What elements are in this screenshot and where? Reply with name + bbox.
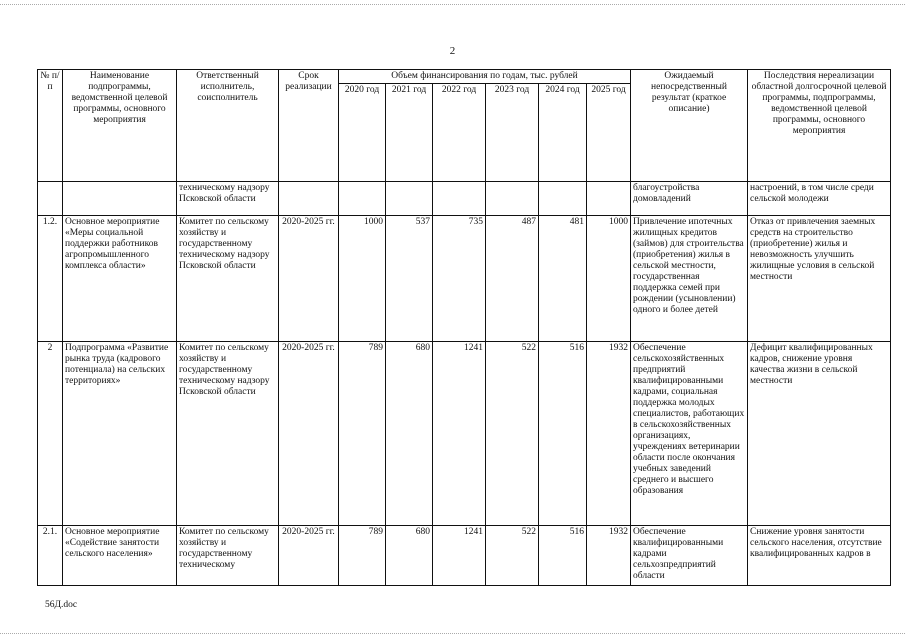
- header-year: 2024 год: [539, 84, 587, 182]
- row-value: 1000: [587, 216, 631, 342]
- row-value: 481: [539, 216, 587, 342]
- row-num: 2.1.: [38, 526, 63, 586]
- header-year: 2020 год: [339, 84, 386, 182]
- row-result: благоустройства домовладений: [631, 182, 748, 216]
- row-value: 537: [386, 216, 433, 342]
- header-year: 2021 год: [386, 84, 433, 182]
- row-result: Обеспечение сельскохозяйственных предприятий квалифицированными кадрами, социальная поддержка молодых специалистов, работающих в сельскохозяйственных организациях, учреждениях ветеринарии области после окончания учебных заведений среднего и высшего образования: [631, 342, 748, 526]
- row-value: 1000: [339, 216, 386, 342]
- row-value: 735: [433, 216, 486, 342]
- row-value: [386, 182, 433, 216]
- header-year: 2025 год: [587, 84, 631, 182]
- header-row: [38, 70, 891, 84]
- row-consequences: настроений, в том числе среди сельской молодежи: [748, 182, 891, 216]
- row-value: 680: [386, 342, 433, 526]
- row-value: 680: [386, 526, 433, 586]
- row-value: [539, 182, 587, 216]
- header-consequences: Последствия нереализации областной долгосрочной целевой программы, подпрограммы, ведомственной целевой программы, основного мероприятия: [748, 70, 891, 182]
- row-value: 516: [539, 342, 587, 526]
- row-value: [587, 182, 631, 216]
- row-executor: Комитет по сельскому хозяйству и государственному техническому: [177, 526, 279, 586]
- row-term: 2020-2025 гг.: [279, 342, 339, 526]
- row-term: 2020-2025 гг.: [279, 216, 339, 342]
- row-executor: Комитет по сельскому хозяйству и государственному техническому надзору Псковской области: [177, 342, 279, 526]
- row-value: [433, 182, 486, 216]
- row-value: 1932: [587, 526, 631, 586]
- row-num: 1.2.: [38, 216, 63, 342]
- scan-edge-top: [0, 4, 905, 5]
- row-name: Подпрограмма «Развитие рынка труда (кадрового потенциала) на сельских территориях»: [63, 342, 177, 526]
- row-value: 789: [339, 342, 386, 526]
- row-value: 1932: [587, 342, 631, 526]
- header-year: 2022 год: [433, 84, 486, 182]
- row-term: [279, 182, 339, 216]
- table-row: [38, 182, 891, 216]
- footer-filename: 56Д.doc: [45, 600, 78, 610]
- header-funding: Объем финансирования по годам, тыс. рублей: [339, 70, 631, 84]
- row-name: Основное мероприятие «Меры социальной поддержки работников агропромышленного комплекса области»: [63, 216, 177, 342]
- header-result: Ожидаемый непосредственный результат (краткое описание): [631, 70, 748, 182]
- row-consequences: Дефицит квалифицированных кадров, снижение уровня качества жизни в сельской местности: [748, 342, 891, 526]
- header-executor: Ответственный исполнитель, соисполнитель: [177, 70, 279, 182]
- row-value: 522: [486, 526, 539, 586]
- row-executor: Комитет по сельскому хозяйству и государственному техническому надзору Псковской области: [177, 216, 279, 342]
- row-value: [486, 182, 539, 216]
- row-result: Привлечение ипотечных жилищных кредитов (займов) для строительства (приобретения) жилья в сельской местности, государственная поддержка семей при рождении (усыновлении) одного и более детей: [631, 216, 748, 342]
- scan-edge-bottom: [0, 633, 905, 634]
- table-row: [38, 526, 891, 586]
- row-executor: техническому надзору Псковской области: [177, 182, 279, 216]
- page-number: 2: [449, 45, 456, 57]
- table-row: [38, 342, 891, 526]
- header-year: 2023 год: [486, 84, 539, 182]
- row-value: [339, 182, 386, 216]
- row-value: 1241: [433, 342, 486, 526]
- header-name: Наименование подпрограммы, ведомственной целевой программы, основного мероприятия: [63, 70, 177, 182]
- header-num: № п/п: [38, 70, 63, 182]
- row-value: 1241: [433, 526, 486, 586]
- row-value: 516: [539, 526, 587, 586]
- row-num: [38, 182, 63, 216]
- row-consequences: Снижение уровня занятости сельского населения, отсутствие квалифицированных кадров в: [748, 526, 891, 586]
- row-value: 789: [339, 526, 386, 586]
- row-value: 487: [486, 216, 539, 342]
- table-row: [38, 216, 891, 342]
- header-term: Срок реализации: [279, 70, 339, 182]
- row-num: 2: [38, 342, 63, 526]
- financing-table: [37, 69, 891, 586]
- row-value: 522: [486, 342, 539, 526]
- row-term: 2020-2025 гг.: [279, 526, 339, 586]
- row-result: Обеспечение квалифицированными кадрами сельхозпредприятий области: [631, 526, 748, 586]
- row-name: [63, 182, 177, 216]
- row-name: Основное мероприятие «Содействие занятости сельского населения»: [63, 526, 177, 586]
- row-consequences: Отказ от привлечения заемных средств на строительство (приобретение) жилья и невозможность улучшить жилищные условия в сельской местности: [748, 216, 891, 342]
